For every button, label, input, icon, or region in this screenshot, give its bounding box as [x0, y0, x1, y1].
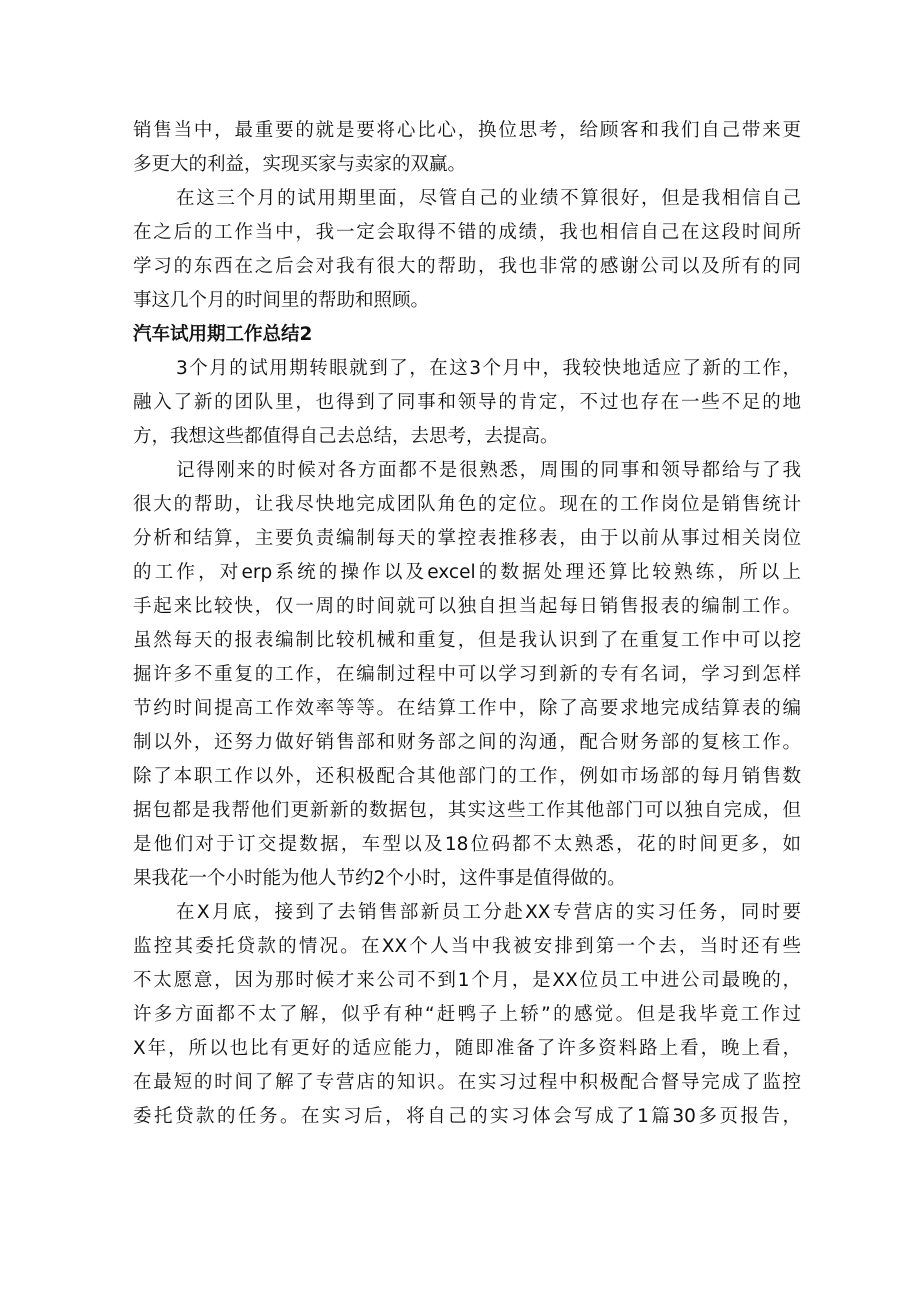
- document-body: [133, 114, 801, 1134]
- text-line: 事这几个月的时间里的帮助和照顾。: [133, 290, 430, 311]
- paragraph-1: [133, 114, 801, 182]
- text-line: 学习的东西在之后会对我有很大的帮助，我也非常的感谢公司以及所有的同: [133, 256, 801, 277]
- text-line: 节约时间提高工作效率等等。在结算工作中，除了高要求地完成结算表的编: [133, 698, 801, 719]
- paragraph-2: [133, 182, 801, 318]
- paragraph-4: [133, 454, 801, 896]
- text-line: 不太愿意，因为那时候才来公司不到1个月，是XX位员工中进公司最晚的，: [133, 970, 801, 991]
- section-heading: 汽车试用期工作总结2: [133, 324, 313, 345]
- text-line: 销售当中，最重要的就是要将心比心，换位思考，给顾客和我们自己带来更: [133, 120, 801, 141]
- text-line: 记得刚来的时候对各方面都不是很熟悉，周围的同事和领导都给与了我: [176, 460, 801, 481]
- text-line: 3个月的试用期转眼就到了，在这3个月中，我较快地适应了新的工作，: [176, 358, 801, 379]
- text-line: 许多方面都不太了解，似乎有种“赶鸭子上轿”的感觉。但是我毕竟工作过: [133, 1004, 801, 1025]
- text-line: 是他们对于订交提数据，车型以及18位码都不太熟悉，花的时间更多，如: [133, 834, 801, 855]
- text-line: 融入了新的团队里，也得到了同事和领导的肯定，不过也存在一些不足的地: [133, 392, 801, 413]
- paragraph-3: [133, 352, 801, 454]
- text-line: 委托贷款的任务。在实习后，将自己的实习体会写成了1篇30多页报告，: [133, 1106, 801, 1127]
- text-line: 虽然每天的报表编制比较机械和重复，但是我认识到了在重复工作中可以挖: [133, 630, 801, 651]
- text-line: 据包都是我帮他们更新新的数据包，其实这些工作其他部门可以独自完成，但: [133, 800, 801, 821]
- text-line: 手起来比较快，仅一周的时间就可以独自担当起每日销售报表的编制工作。: [133, 596, 801, 617]
- text-line: 制以外，还努力做好销售部和财务部之间的沟通，配合财务部的复核工作。: [133, 732, 801, 753]
- paragraph-5: [133, 896, 801, 1134]
- text-line: 在之后的工作当中，我一定会取得不错的成绩，我也相信自己在这段时间所: [133, 222, 801, 243]
- text-line: 在最短的时间了解了专营店的知识。在实习过程中积极配合督导完成了监控: [133, 1072, 801, 1093]
- text-line: X年，所以也比有更好的适应能力，随即准备了许多资料路上看，晚上看，: [133, 1038, 801, 1059]
- text-line: 监控其委托贷款的情况。在XX个人当中我被安排到第一个去，当时还有些: [133, 936, 801, 957]
- text-line: 分析和结算，主要负责编制每天的掌控表推移表，由于以前从事过相关岗位: [133, 528, 801, 549]
- text-line: 掘许多不重复的工作，在编制过程中可以学习到新的专有名词，学习到怎样: [133, 664, 801, 685]
- text-line: 在这三个月的试用期里面，尽管自己的业绩不算很好，但是我相信自己: [176, 188, 801, 209]
- text-line: 多更大的利益，实现买家与卖家的双赢。: [133, 154, 467, 175]
- text-line: 在X月底，接到了去销售部新员工分赴XX专营店的实习任务，同时要: [176, 902, 801, 923]
- text-line: 果我花一个小时能为他人节约2个小时，这件事是值得做的。: [133, 868, 626, 889]
- text-line: 很大的帮助，让我尽快地完成团队角色的定位。现在的工作岗位是销售统计: [133, 494, 801, 515]
- text-line: 方，我想这些都值得自己去总结，去思考，去提高。: [133, 426, 559, 447]
- text-line: 除了本职工作以外，还积极配合其他部门的工作，例如市场部的每月销售数: [133, 766, 801, 787]
- text-line: 的工作，对erp系统的操作以及excel的数据处理还算比较熟练，所以上: [133, 562, 801, 583]
